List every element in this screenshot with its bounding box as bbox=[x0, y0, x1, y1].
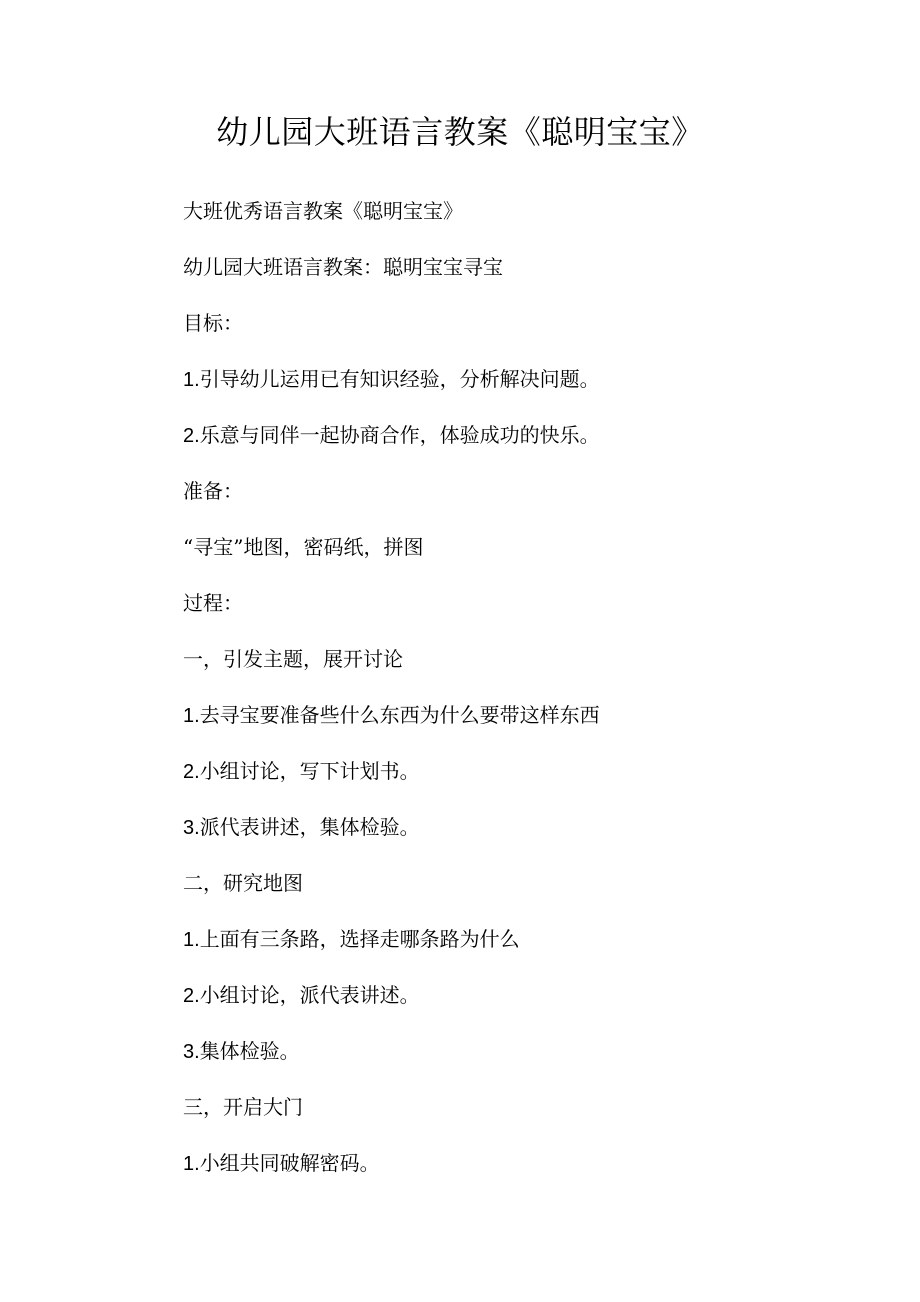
paragraph-text: 二，研究地图 bbox=[183, 871, 303, 895]
paragraph-text: 上面有三条路，选择走哪条路为什么 bbox=[199, 927, 520, 951]
paragraph-text: 去寻宝要准备些什么东西为什么要带这样东西 bbox=[199, 703, 600, 727]
paragraph-subtitle bbox=[183, 195, 823, 251]
paragraph-text: 集体检验。 bbox=[199, 1039, 300, 1063]
paragraph-text: 乐意与同伴一起协商合作，体验成功的快乐。 bbox=[199, 423, 600, 447]
paragraph-text: 派代表讲述，集体检验。 bbox=[199, 815, 420, 839]
section-heading-process bbox=[183, 587, 823, 643]
paragraph-materials bbox=[183, 531, 823, 587]
paragraph-number: 1. bbox=[183, 369, 200, 391]
list-item bbox=[183, 1147, 823, 1203]
subsection-heading bbox=[183, 643, 823, 699]
paragraph-text: 三，开启大门 bbox=[183, 1095, 303, 1119]
list-item bbox=[183, 699, 823, 755]
paragraph-subtitle-2 bbox=[183, 251, 823, 307]
list-item bbox=[183, 1035, 823, 1091]
list-item bbox=[183, 923, 823, 979]
paragraph-number: 2. bbox=[183, 425, 200, 447]
subsection-heading bbox=[183, 867, 823, 923]
paragraph-text: 小组共同破解密码。 bbox=[199, 1151, 380, 1175]
list-item bbox=[183, 811, 823, 867]
paragraph-text: 小组讨论，写下计划书。 bbox=[199, 759, 420, 783]
paragraph-number: 3. bbox=[183, 1041, 200, 1063]
paragraph-number: 1. bbox=[183, 929, 200, 951]
document-title: 幼儿园大班语言教案《聪明宝宝》 bbox=[216, 113, 704, 151]
paragraph-number: 1. bbox=[183, 1153, 200, 1175]
paragraph-text: 引导幼儿运用已有知识经验，分析解决问题。 bbox=[199, 367, 600, 391]
paragraph-text: “寻宝”地图，密码纸，拼图 bbox=[183, 535, 424, 559]
paragraph-text: 一，引发主题，展开讨论 bbox=[183, 647, 403, 671]
paragraph-text: 准备： bbox=[183, 479, 243, 503]
document-body bbox=[183, 195, 823, 1203]
paragraph-text: 过程： bbox=[183, 591, 243, 615]
paragraph-number: 2. bbox=[183, 761, 200, 783]
paragraph-text: 大班优秀语言教案《聪明宝宝》 bbox=[183, 199, 463, 223]
subsection-heading bbox=[183, 1091, 823, 1147]
paragraph-text: 目标： bbox=[183, 311, 243, 335]
list-item bbox=[183, 419, 823, 475]
list-item bbox=[183, 979, 823, 1035]
paragraph-text: 幼儿园大班语言教案：聪明宝宝寻宝 bbox=[183, 255, 503, 279]
paragraph-text: 小组讨论，派代表讲述。 bbox=[199, 983, 420, 1007]
paragraph-number: 2. bbox=[183, 985, 200, 1007]
list-item bbox=[183, 363, 823, 419]
section-heading-preparation bbox=[183, 475, 823, 531]
paragraph-number: 3. bbox=[183, 817, 200, 839]
section-heading-goals bbox=[183, 307, 823, 363]
list-item bbox=[183, 755, 823, 811]
paragraph-number: 1. bbox=[183, 705, 200, 727]
